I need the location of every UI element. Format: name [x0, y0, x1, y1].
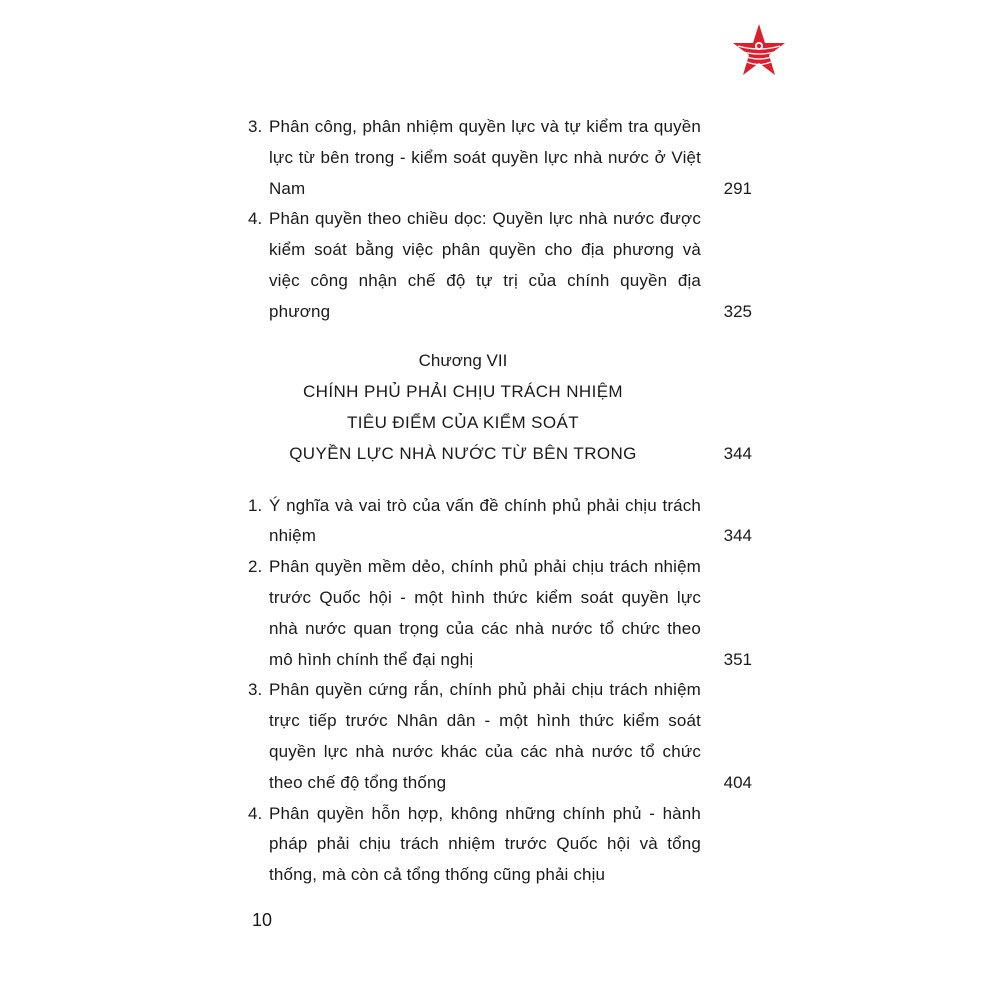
toc-entry-page: 351 [723, 649, 752, 669]
toc-entry [248, 204, 752, 327]
toc-entry-text: Phân quyền cứng rắn, chính phủ phải chịu trách nhiệm trực tiếp trước Nhân dân - một hình thức kiểm soát quyền lực nhà nước khác của các nhà nước tổ chức theo chế độ tổng thống [269, 680, 701, 792]
toc-entry-number: 4. [248, 209, 263, 229]
page-number: 10 [252, 910, 273, 930]
toc-section-top [248, 112, 752, 328]
chapter-title-line: CHÍNH PHỦ PHẢI CHỊU TRÁCH NHIỆM [303, 381, 623, 401]
toc-entry-page: 325 [723, 301, 752, 321]
toc-entry-page: 344 [723, 526, 752, 546]
chapter-title-line: QUYỀN LỰC NHÀ NƯỚC TỪ BÊN TRONG [289, 443, 637, 463]
toc-entry [248, 675, 752, 798]
toc-entry [248, 799, 752, 891]
toc-entry-number: 2. [248, 557, 263, 577]
toc-entry-text: Phân công, phân nhiệm quyền lực và tự kiểm tra quyền lực từ bên trong - kiểm soát quyền lực nhà nước ở Việt Nam [269, 117, 701, 198]
toc-entry [248, 552, 752, 675]
chapter-heading [248, 346, 752, 469]
toc-entry-text: Ý nghĩa và vai trò của vấn đề chính phủ phải chịu trách nhiệm [269, 495, 701, 546]
chapter-page-number: 344 [723, 443, 752, 463]
toc-entry-number: 3. [248, 117, 263, 136]
toc-entry-text: Phân quyền theo chiều dọc: Quyền lực nhà nước được kiểm soát bằng việc phân quyền cho địa phương và việc công nhận chế độ tự trị của chính quyền địa phương [269, 209, 701, 321]
chapter-title-line: TIÊU ĐIỂM CỦA KIỂM SOÁT [346, 412, 580, 432]
toc-entry [248, 491, 752, 553]
toc-entry-page: 291 [723, 178, 752, 198]
toc-entry-text: Phân quyền hỗn hợp, không những chính phủ - hành pháp phải chịu trách nhiệm trước Quốc hội và tổng thống, mà còn cả tổng thống cũng phải chịu [269, 803, 701, 885]
toc-entry-page: 404 [723, 772, 752, 792]
toc-section-bottom [248, 491, 752, 891]
publisher-logo-icon [728, 22, 790, 82]
toc-entry-number: 4. [248, 803, 263, 823]
toc-entry-number: 1. [248, 495, 263, 515]
toc-entry-text: Phân quyền mềm dẻo, chính phủ phải chịu trách nhiệm trước Quốc hội - một hình thức kiểm soát quyền lực nhà nước quan trọng của các nhà nước tổ chức theo mô hình chính thể đại nghị [269, 557, 701, 669]
toc-entry-number: 3. [248, 680, 263, 700]
toc-entry [248, 112, 752, 204]
chapter-label: Chương VII [418, 350, 508, 370]
table-of-contents [248, 112, 752, 891]
